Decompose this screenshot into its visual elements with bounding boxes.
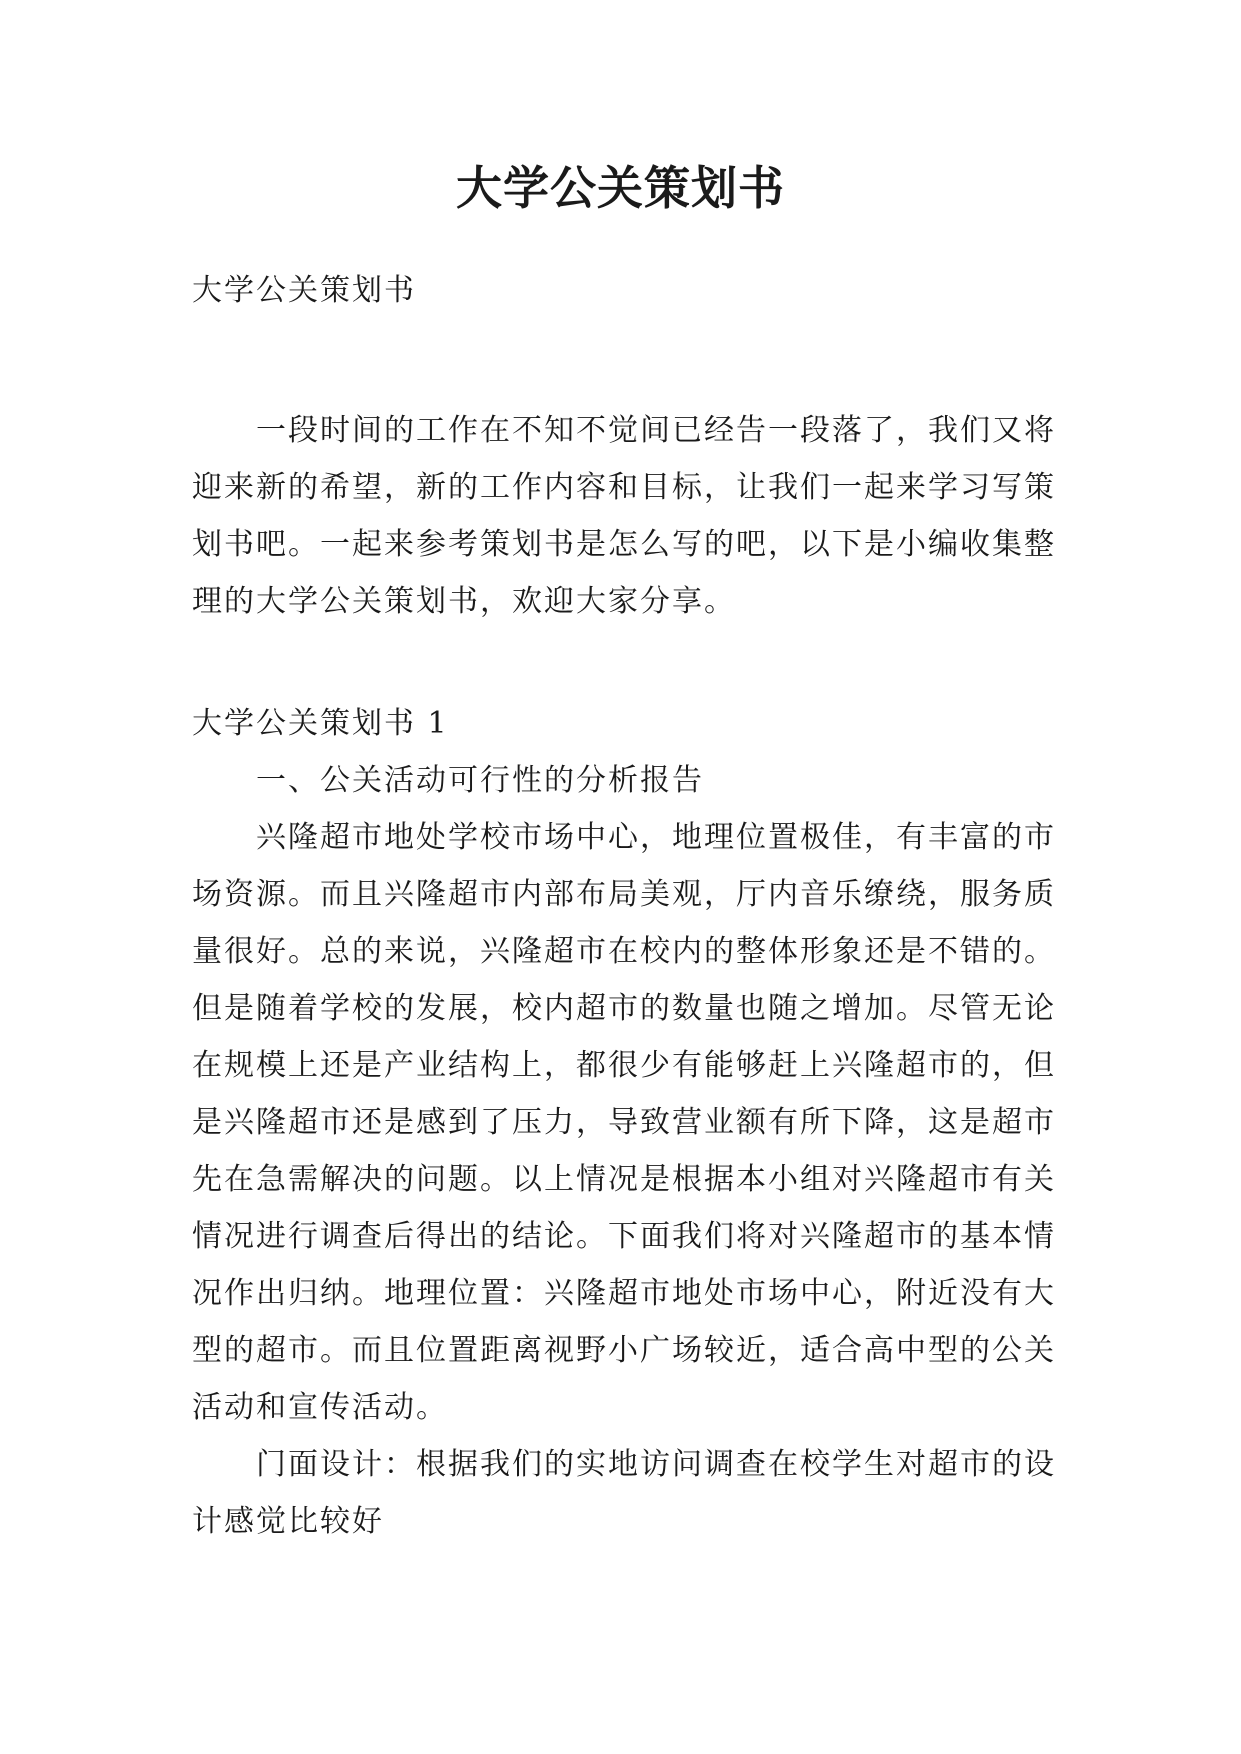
body-paragraph-2: 门面设计：根据我们的实地访问调查在校学生对超市的设计感觉比较好 [192, 1447, 1056, 1539]
document-subtitle [192, 262, 1062, 319]
subtitle-text: 大学公关策划书 [192, 273, 416, 308]
intro-block [192, 402, 1062, 630]
section-heading: 一、公关活动可行性的分析报告 [256, 763, 704, 798]
document-title: 大学公关策划书 [456, 161, 785, 215]
section-title: 大学公关策划书 1 [192, 706, 449, 741]
section-1 [192, 695, 1062, 1550]
body-paragraph-1: 兴隆超市地处学校市场中心，地理位置极佳，有丰富的市场资源。而且兴隆超市内部布局美观，厅内音乐缭绕，服务质量很好。总的来说，兴隆超市在校内的整体形象还是不错的。但是随着学校的发展，校内超市的数量也随之增加。尽管无论在规模上还是产业结构上，都很少有能够赶上兴隆超市的，但是兴隆超市还是感到了压力，导致营业额有所下降，这是超市先在急需解决的问题。以上情况是根据本小组对兴隆超市有关情况进行调查后得出的结论。下面我们将对兴隆超市的基本情况作出归纳。地理位置：兴隆超市地处市场中心，附近没有大型的超市。而且位置距离视野小广场较近，适合高中型的公关活动和宣传活动。 [192, 820, 1056, 1425]
intro-paragraph: 一段时间的工作在不知不觉间已经告一段落了，我们又将迎来新的希望，新的工作内容和目标，让我们一起来学习写策划书吧。一起来参考策划书是怎么写的吧，以下是小编收集整理的大学公关策划书，欢迎大家分享。 [192, 413, 1056, 619]
